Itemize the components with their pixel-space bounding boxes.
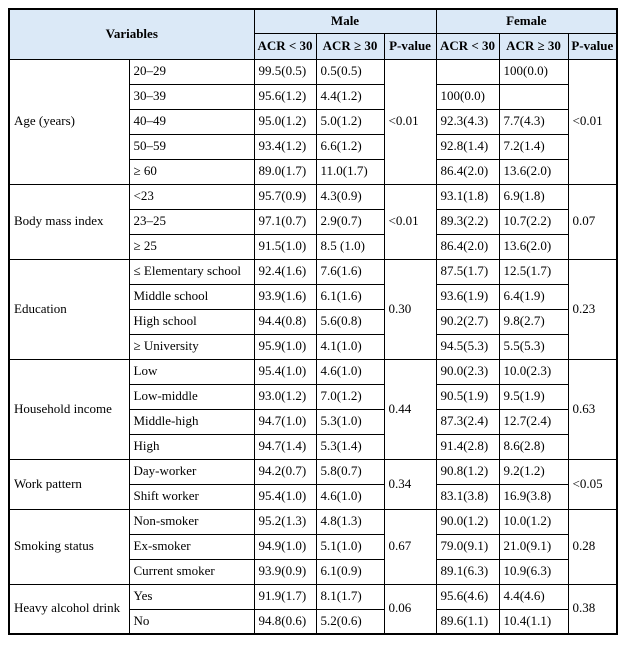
- male-acr-lt30-cell: 99.5(0.5): [254, 59, 316, 84]
- female-pvalue-cell: 0.38: [568, 584, 617, 634]
- male-acr-ge30-cell: 4.6(1.0): [316, 484, 384, 509]
- variable-cell: Work pattern: [9, 459, 129, 509]
- male-acr-ge30-cell: 5.6(0.8): [316, 309, 384, 334]
- table-body: [9, 59, 617, 634]
- female-pvalue-cell: 0.07: [568, 184, 617, 259]
- category-cell: 40–49: [129, 109, 254, 134]
- female-acr-ge30-cell: 100(0.0): [499, 59, 568, 84]
- table-row: [9, 59, 617, 84]
- female-acr-ge30-cell: 4.4(4.6): [499, 584, 568, 609]
- male-acr-ge30-cell: 8.5 (1.0): [316, 234, 384, 259]
- variables-header: Variables: [9, 9, 254, 59]
- male-acr-ge30-cell: 7.6(1.6): [316, 259, 384, 284]
- male-acr-ge30-cell: 5.8(0.7): [316, 459, 384, 484]
- table-row: [9, 509, 617, 534]
- female-acr-lt30-cell: 100(0.0): [436, 84, 499, 109]
- male-acr-lt30-cell: 93.9(0.9): [254, 559, 316, 584]
- category-cell: <23: [129, 184, 254, 209]
- female-acr-lt30-cell: 86.4(2.0): [436, 234, 499, 259]
- male-acr-ge30-cell: 4.1(1.0): [316, 334, 384, 359]
- female-acr-ge30-cell: 16.9(3.8): [499, 484, 568, 509]
- female-acr-ge30-cell: 13.6(2.0): [499, 234, 568, 259]
- male-pvalue-cell: 0.44: [384, 359, 436, 459]
- variable-cell: Smoking status: [9, 509, 129, 584]
- male-acr-ge30-cell: 11.0(1.7): [316, 159, 384, 184]
- male-acr-ge30-header: ACR ≥ 30: [316, 33, 384, 59]
- male-acr-lt30-cell: 94.4(0.8): [254, 309, 316, 334]
- category-cell: ≥ 60: [129, 159, 254, 184]
- male-pvalue-cell: <0.01: [384, 184, 436, 259]
- male-acr-lt30-cell: 95.4(1.0): [254, 359, 316, 384]
- table-row: [9, 584, 617, 609]
- male-acr-ge30-cell: 2.9(0.7): [316, 209, 384, 234]
- female-acr-ge30-cell: 7.7(4.3): [499, 109, 568, 134]
- female-acr-lt30-cell: 92.8(1.4): [436, 134, 499, 159]
- male-pvalue-cell: 0.67: [384, 509, 436, 584]
- category-cell: Day-worker: [129, 459, 254, 484]
- category-cell: Shift worker: [129, 484, 254, 509]
- female-acr-lt30-cell: 90.0(1.2): [436, 509, 499, 534]
- table-row: [9, 184, 617, 209]
- female-acr-lt30-cell: 79.0(9.1): [436, 534, 499, 559]
- male-acr-ge30-cell: 4.6(1.0): [316, 359, 384, 384]
- female-acr-lt30-cell: 86.4(2.0): [436, 159, 499, 184]
- variable-cell: Education: [9, 259, 129, 359]
- male-pvalue-cell: 0.30: [384, 259, 436, 359]
- acr-statistics-table: [8, 8, 618, 635]
- category-cell: Low: [129, 359, 254, 384]
- male-acr-lt30-cell: 95.6(1.2): [254, 84, 316, 109]
- female-acr-ge30-cell: 12.5(1.7): [499, 259, 568, 284]
- female-acr-ge30-cell: 10.0(1.2): [499, 509, 568, 534]
- male-acr-lt30-cell: 95.0(1.2): [254, 109, 316, 134]
- variable-cell: Age (years): [9, 59, 129, 184]
- female-acr-ge30-cell: 6.9(1.8): [499, 184, 568, 209]
- female-acr-lt30-cell: 89.3(2.2): [436, 209, 499, 234]
- male-acr-lt30-cell: 91.5(1.0): [254, 234, 316, 259]
- female-pvalue-cell: 0.63: [568, 359, 617, 459]
- male-acr-lt30-cell: 95.7(0.9): [254, 184, 316, 209]
- table-row: [9, 259, 617, 284]
- male-acr-ge30-cell: 5.2(0.6): [316, 609, 384, 634]
- female-acr-lt30-cell: 91.4(2.8): [436, 434, 499, 459]
- female-acr-ge30-cell: 10.9(6.3): [499, 559, 568, 584]
- male-acr-lt30-cell: 93.0(1.2): [254, 384, 316, 409]
- category-cell: Current smoker: [129, 559, 254, 584]
- male-acr-lt30-cell: 97.1(0.7): [254, 209, 316, 234]
- male-acr-lt30-cell: 89.0(1.7): [254, 159, 316, 184]
- variable-cell: Heavy alcohol drink: [9, 584, 129, 634]
- male-acr-lt30-cell: 95.9(1.0): [254, 334, 316, 359]
- variable-cell: Household income: [9, 359, 129, 459]
- female-pvalue-cell: 0.28: [568, 509, 617, 584]
- female-acr-lt30-cell: 90.2(2.7): [436, 309, 499, 334]
- category-cell: No: [129, 609, 254, 634]
- female-acr-lt30-cell: 90.8(1.2): [436, 459, 499, 484]
- male-acr-lt30-cell: 93.9(1.6): [254, 284, 316, 309]
- female-acr-lt30-cell: 89.6(1.1): [436, 609, 499, 634]
- female-acr-lt30-cell: 87.3(2.4): [436, 409, 499, 434]
- male-acr-ge30-cell: 5.3(1.4): [316, 434, 384, 459]
- male-acr-ge30-cell: 5.1(1.0): [316, 534, 384, 559]
- male-pvalue-cell: 0.34: [384, 459, 436, 509]
- female-pvalue-header: P-value: [568, 33, 617, 59]
- female-acr-lt30-cell: 83.1(3.8): [436, 484, 499, 509]
- category-cell: High school: [129, 309, 254, 334]
- male-acr-ge30-cell: 5.0(1.2): [316, 109, 384, 134]
- female-header: Female: [436, 9, 617, 33]
- category-cell: Yes: [129, 584, 254, 609]
- male-pvalue-header: P-value: [384, 33, 436, 59]
- male-acr-lt30-cell: 94.9(1.0): [254, 534, 316, 559]
- female-acr-lt30-cell: 93.6(1.9): [436, 284, 499, 309]
- male-acr-ge30-cell: 5.3(1.0): [316, 409, 384, 434]
- male-acr-lt30-cell: 95.4(1.0): [254, 484, 316, 509]
- table-row: [9, 359, 617, 384]
- male-header: Male: [254, 9, 436, 33]
- female-pvalue-cell: 0.23: [568, 259, 617, 359]
- female-acr-lt30-cell: 95.6(4.6): [436, 584, 499, 609]
- category-cell: ≤ Elementary school: [129, 259, 254, 284]
- female-acr-ge30-header: ACR ≥ 30: [499, 33, 568, 59]
- category-cell: ≥ University: [129, 334, 254, 359]
- female-acr-ge30-cell: [499, 84, 568, 109]
- female-acr-lt30-cell: 92.3(4.3): [436, 109, 499, 134]
- male-acr-ge30-cell: 8.1(1.7): [316, 584, 384, 609]
- male-acr-lt30-cell: 94.7(1.0): [254, 409, 316, 434]
- category-cell: 30–39: [129, 84, 254, 109]
- category-cell: Middle-high: [129, 409, 254, 434]
- female-acr-lt30-cell: [436, 59, 499, 84]
- female-acr-ge30-cell: 10.0(2.3): [499, 359, 568, 384]
- male-acr-ge30-cell: 7.0(1.2): [316, 384, 384, 409]
- category-cell: 23–25: [129, 209, 254, 234]
- male-acr-lt30-cell: 94.8(0.6): [254, 609, 316, 634]
- category-cell: Middle school: [129, 284, 254, 309]
- category-cell: 20–29: [129, 59, 254, 84]
- male-acr-lt30-cell: 94.2(0.7): [254, 459, 316, 484]
- male-acr-ge30-cell: 6.1(1.6): [316, 284, 384, 309]
- table-row: [9, 459, 617, 484]
- category-cell: High: [129, 434, 254, 459]
- male-acr-ge30-cell: 4.3(0.9): [316, 184, 384, 209]
- female-acr-lt30-cell: 90.0(2.3): [436, 359, 499, 384]
- female-acr-ge30-cell: 5.5(5.3): [499, 334, 568, 359]
- female-acr-ge30-cell: 8.6(2.8): [499, 434, 568, 459]
- female-acr-ge30-cell: 10.4(1.1): [499, 609, 568, 634]
- male-acr-ge30-cell: 6.1(0.9): [316, 559, 384, 584]
- category-cell: Low-middle: [129, 384, 254, 409]
- female-acr-lt30-cell: 93.1(1.8): [436, 184, 499, 209]
- female-acr-lt30-cell: 90.5(1.9): [436, 384, 499, 409]
- variable-cell: Body mass index: [9, 184, 129, 259]
- male-acr-lt30-cell: 92.4(1.6): [254, 259, 316, 284]
- female-acr-lt30-cell: 89.1(6.3): [436, 559, 499, 584]
- female-acr-lt30-header: ACR < 30: [436, 33, 499, 59]
- category-cell: 50–59: [129, 134, 254, 159]
- male-pvalue-cell: 0.06: [384, 584, 436, 634]
- male-acr-lt30-cell: 91.9(1.7): [254, 584, 316, 609]
- female-acr-lt30-cell: 94.5(5.3): [436, 334, 499, 359]
- female-acr-ge30-cell: 21.0(9.1): [499, 534, 568, 559]
- female-acr-ge30-cell: 13.6(2.0): [499, 159, 568, 184]
- female-acr-lt30-cell: 87.5(1.7): [436, 259, 499, 284]
- male-acr-lt30-cell: 94.7(1.4): [254, 434, 316, 459]
- female-acr-ge30-cell: 9.5(1.9): [499, 384, 568, 409]
- male-pvalue-cell: <0.01: [384, 59, 436, 184]
- male-acr-ge30-cell: 4.4(1.2): [316, 84, 384, 109]
- header-row-top: [9, 9, 617, 33]
- female-acr-ge30-cell: 12.7(2.4): [499, 409, 568, 434]
- male-acr-ge30-cell: 6.6(1.2): [316, 134, 384, 159]
- female-acr-ge30-cell: 10.7(2.2): [499, 209, 568, 234]
- female-pvalue-cell: <0.05: [568, 459, 617, 509]
- male-acr-lt30-header: ACR < 30: [254, 33, 316, 59]
- male-acr-lt30-cell: 95.2(1.3): [254, 509, 316, 534]
- category-cell: ≥ 25: [129, 234, 254, 259]
- category-cell: Non-smoker: [129, 509, 254, 534]
- male-acr-ge30-cell: 0.5(0.5): [316, 59, 384, 84]
- female-acr-ge30-cell: 9.8(2.7): [499, 309, 568, 334]
- female-acr-ge30-cell: 7.2(1.4): [499, 134, 568, 159]
- female-acr-ge30-cell: 6.4(1.9): [499, 284, 568, 309]
- category-cell: Ex-smoker: [129, 534, 254, 559]
- male-acr-ge30-cell: 4.8(1.3): [316, 509, 384, 534]
- female-acr-ge30-cell: 9.2(1.2): [499, 459, 568, 484]
- female-pvalue-cell: <0.01: [568, 59, 617, 184]
- male-acr-lt30-cell: 93.4(1.2): [254, 134, 316, 159]
